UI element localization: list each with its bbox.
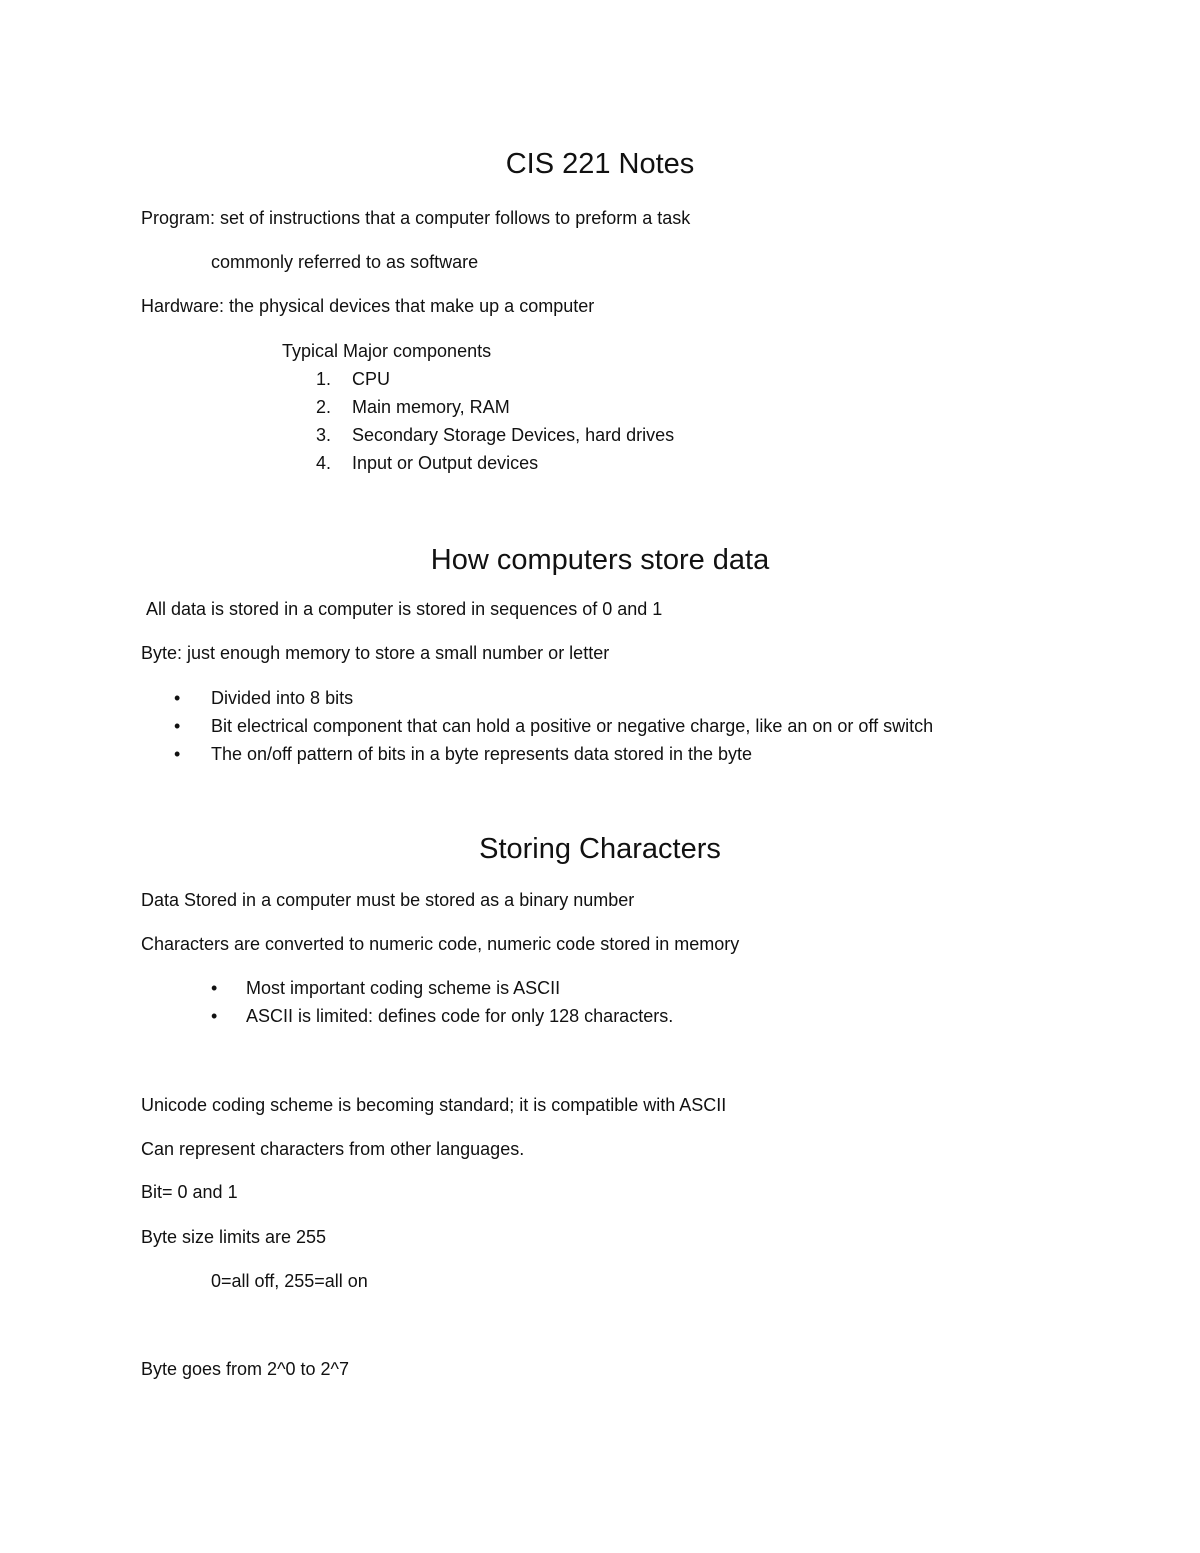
bit-line: Bit= 0 and 1 <box>141 1182 238 1202</box>
unicode-line: Unicode coding scheme is becoming standard; it is compatible with ASCII <box>141 1095 727 1115</box>
list-number: 3. <box>316 425 332 445</box>
program-definition: Program: set of instructions that a computer follows to preform a task <box>141 208 691 228</box>
hardware-definition: Hardware: the physical devices that make up a computer <box>141 296 595 316</box>
bullet-icon: • <box>211 1006 218 1026</box>
languages-line: Can represent characters from other languages. <box>141 1139 525 1159</box>
bullet-icon: • <box>174 716 181 736</box>
bullet-icon: • <box>174 744 181 764</box>
document-title: CIS 221 Notes <box>505 148 695 180</box>
list-number: 4. <box>316 453 332 473</box>
list-number: 2. <box>316 397 332 417</box>
section-heading-characters: Storing Characters <box>479 833 721 865</box>
list-item-text: Secondary Storage Devices, hard drives <box>352 425 675 445</box>
list-number: 1. <box>316 369 332 389</box>
list-item-text: Bit electrical component that can hold a positive or negative charge, like an on or off switch <box>211 716 934 736</box>
byte-limit-note: 0=all off, 255=all on <box>211 1271 368 1291</box>
section-heading-storage: How computers store data <box>430 544 770 576</box>
byte-definition: Byte: just enough memory to store a small number or letter <box>141 643 610 663</box>
list-item-text: Input or Output devices <box>352 453 539 473</box>
list-item-text: CPU <box>352 369 391 389</box>
components-heading: Typical Major components <box>282 341 492 361</box>
numeric-code-line: Characters are converted to numeric code, numeric code stored in memory <box>141 934 740 954</box>
byte-limit-line: Byte size limits are 255 <box>141 1227 327 1247</box>
list-item-text: Divided into 8 bits <box>211 688 354 708</box>
list-item-text: The on/off pattern of bits in a byte represents data stored in the byte <box>211 744 753 764</box>
byte-range-line: Byte goes from 2^0 to 2^7 <box>141 1359 350 1379</box>
storage-intro: All data is stored in a computer is stored in sequences of 0 and 1 <box>146 599 663 619</box>
binary-storage-line: Data Stored in a computer must be stored as a binary number <box>141 890 635 910</box>
bullet-icon: • <box>211 978 218 998</box>
program-note: commonly referred to as software <box>211 252 479 272</box>
list-item-text: ASCII is limited: defines code for only 128 characters. <box>246 1006 674 1026</box>
list-item-text: Most important coding scheme is ASCII <box>246 978 561 998</box>
list-item-text: Main memory, RAM <box>352 397 510 417</box>
bullet-icon: • <box>174 688 181 708</box>
